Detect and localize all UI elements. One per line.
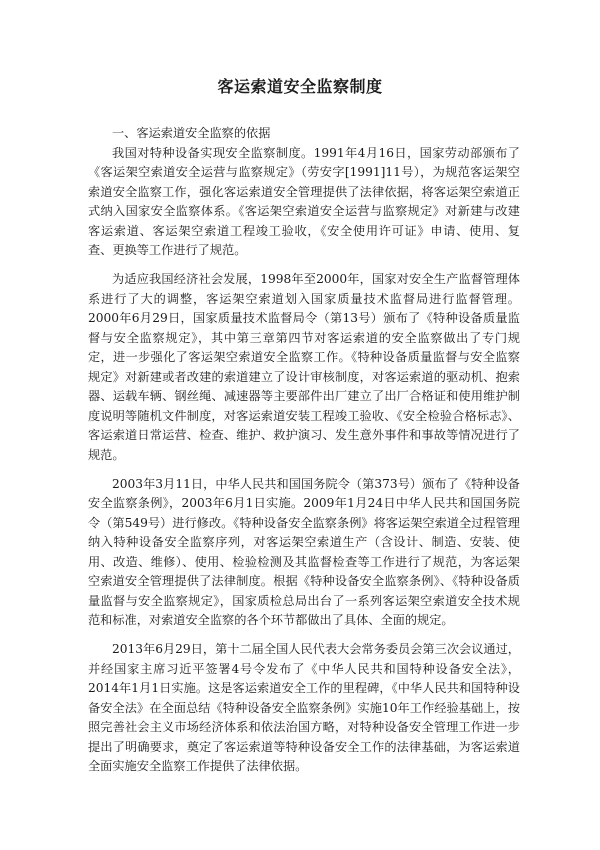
paragraph-4: 2013年6月29日，第十二届全国人民代表大会常务委员会第三次会议通过，并经国家主席习近平签署4号令发布了《中华人民共和国特种设备安全法》，2014年1月1日实施。这是客运索道安全工作的里程碑，《中华人民共和国特种设备安全法》在全面总结《特种设备安全监察条例》实施10年工作经验基础上，按照完善社会主义市场经济体系和依法治国方略，对特种设备安全管理工作进一步提出了明确要求，奠定了客运索道等特种设备安全工作的法律基础，为客运索道全面实施安全监察工作提供了法律依据。 xyxy=(88,642,520,773)
document-body xyxy=(88,124,520,777)
section-heading: 一、客运索道安全监察的依据 xyxy=(112,126,271,140)
paragraph-1: 我国对特种设备实现安全监察制度。1991年4月16日，国家劳动部颁布了《客运架空索道安全运营与监察规定》（劳安字[1991]11号），为规范客运架空索道安全监察工作，强化客运索道安全管理提供了法律依据，将客运架空索道正式纳入国家安全监察体系。《客运架空索道安全运营与监察规定》对新建与改建客运索道、客运架空索道工程竣工验收，《安全使用许可证》申请、使用、复查、更换等工作进行了规范。 xyxy=(88,145,520,257)
paragraph-2: 为适应我国经济社会发展，1998年至2000年，国家对安全生产监督管理体系进行了大的调整，客运架空索道划入国家质量技术监督局进行监督管理。2000年6月29日，国家质量技术监督局令（第13号）颁布了《特种设备质量监督与安全监察规定》，其中第三章第四节对客运索道的安全监察做出了专门规定，进一步强化了客运架空索道安全监察工作。《特种设备质量监督与安全监察规定》对新建或者改建的索道建立了设计审核制度，对客运索道的驱动机、抱索器、运载车辆、钢丝绳、减速器等主要部件出厂建立了出厂合格证和使用维护制度说明等随机文件制度，对客运索道安装工程竣工验收、《安全检验合格标志》、客运索道日常运营、检查、维护、救护演习、发生意外事件和事故等情况进行了规范。 xyxy=(88,272,520,462)
page-title: 客运索道安全监察制度 xyxy=(217,77,383,96)
paragraph-3: 2003年3月11日，中华人民共和国国务院令（第373号）颁布了《特种设备安全监察条例》，2003年6月1日实施。2009年1月24日中华人民共和国国务院令（第549号）进行修改。《特种设备安全监察条例》将客运架空索道全过程管理纳入特种设备安全监察序列，对客运架空索道生产（含设计、制造、安装、使用、改造、维修）、使用、检验检测及其监督检查等工作进行了规范，为客运架空索道安全管理提供了法律制度。根据《特种设备安全监察条例》、《特种设备质量监督与安全监察规定》，国家质检总局出台了一系列客运架空索道安全技术规范和标准，对索道安全监察的各个环节都做出了具体、全面的规定。 xyxy=(88,476,520,627)
